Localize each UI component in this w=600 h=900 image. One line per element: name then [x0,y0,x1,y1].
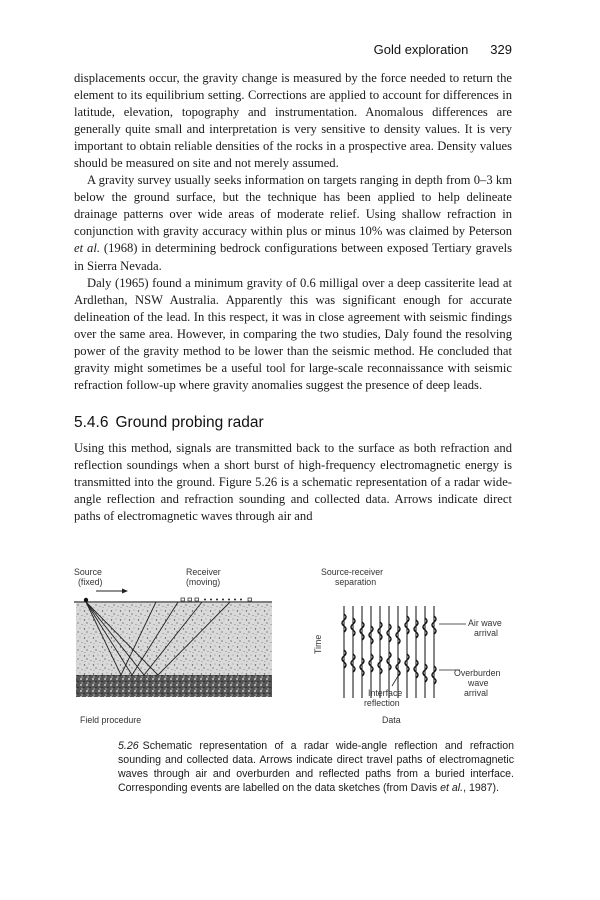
section-paragraph: Using this method, signals are transmitted back to the surface as both refraction and reflection soundings when a short burst of high-frequency electromagnetic energy is transmitted into the ground. Figure 5.26 is a schematic representation of a radar wide-angle reflection and refraction sounding and collected data. Arrows indicate direct paths of electromagnetic waves through air and [74,440,512,524]
label-time-axis: Time [313,634,323,654]
label-data: Data [382,715,401,725]
label-air-wave-arrival: arrival [474,628,498,638]
label-overburden: Overburden [454,668,501,678]
receiver-direction-arrow [122,589,128,594]
running-title: Gold exploration [373,42,469,57]
label-overburden-arrival: arrival [464,688,488,698]
receiver-station-markers [181,598,252,601]
caption-text: Schematic representation of a radar wide-angle reflection and refraction sounding and collected data. Arrows indicate direct travel paths of electromagnetic waves through air and overburden and reflected paths from a buried interface. Corresponding events are labelled on the data sketches (from Davis [118,740,514,794]
paragraph-2-start: A gravity survey usually seeks information on targets ranging in depth from 0–3 km below the ground surface, but the technique has been applied to help delineate drainage patterns over wide areas of moderate relief. Using shallow refraction in conjunction with gravity accuracy within plus or minus 10% was claimed by Peterson [74,173,512,239]
section-title: Ground probing radar [115,413,264,431]
paragraph-2-end: (1968) in determining bedrock configurations between exposed Tertiary gravels in Sierra Nevada. [74,241,512,273]
figure-graphic [74,564,514,734]
interface-leader [392,676,398,686]
section-number: 5.4.6 [74,413,109,431]
label-interface-reflection: reflection [364,698,400,708]
label-source-fixed: (fixed) [78,577,103,587]
paragraph-2-etal: et al. [74,241,100,256]
label-receiver: Receiver [186,567,221,577]
buried-interface-layer [76,675,272,697]
page-number: 329 [490,42,512,57]
caption-tail: , 1987). [463,782,500,794]
label-air-wave: Air wave [468,618,502,628]
section-heading [74,414,512,431]
label-interface: Interface [368,688,403,698]
source-marker [84,598,88,602]
body-text [74,70,512,525]
paragraph-2 [74,172,512,274]
caption-etal: et al. [440,782,464,794]
figure-5-26 [74,564,514,734]
paragraph-1: displacements occur, the gravity change is measured by the force needed to return the element to its equilibrium setting. Corrections are applied to account for differences in latitude, elevation, topography and instrumentation. Anomalous differences are generally quite small and interpretation is very sensitive to density values. It is very important to obtain reliable densities of the rocks in a prospective area. Density values should be measured on site and not merely assumed. [74,71,512,171]
data-sketch [342,606,466,698]
label-source-receiver: Source-receiver [321,567,384,577]
label-overburden-wave: wave [468,678,489,688]
figure-caption [118,739,514,795]
paragraph-3: Daly (1965) found a minimum gravity of 0.6 milligal over a deep cassiterite lead at Ardlethan, NSW Australia. Apparently this was significant enough for accurate delineation of the lead. In this respect, it was in close agreement with seismic findings over the same area. However, in comparing the two studies, Daly found the resolving power of the gravity method to be lower than the seismic method. He concluded that gravity might sometimes be a useful tool for large-scale reconnaissance with seismic refraction follow-up where gravity anomalies suggest the presence of deep leads. [74,275,512,392]
running-header [374,42,512,57]
label-field-procedure: Field procedure [80,715,142,725]
label-separation: separation [335,577,377,587]
overburden-layer [76,603,272,675]
label-source: Source [74,567,102,577]
field-procedure-diagram [74,589,272,698]
caption-figure-number: 5.26 [118,740,139,752]
label-receiver-moving: (moving) [186,577,221,587]
